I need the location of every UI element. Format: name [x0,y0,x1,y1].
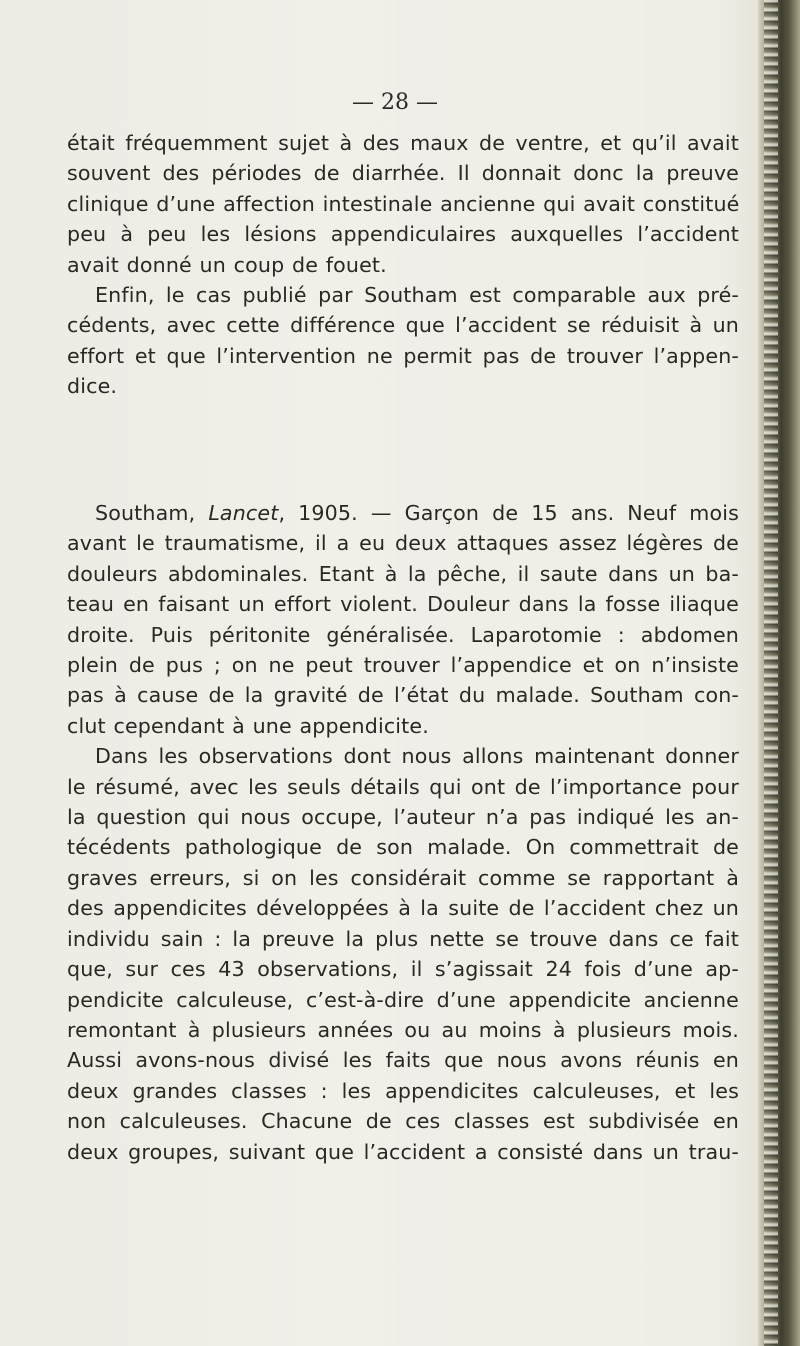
text-line: pendicite calculeuse, c’est-à-dire d’une appendicite ancienne [67,987,739,1012]
text-line: Dans les observations dont nous allons maintenant donner [95,744,739,769]
text-line: deux grandes classes : les appendicites calculeuses, et les [67,1078,739,1103]
text-line: le résumé, avec les seuls détails qui ont de l’importance pour [67,774,739,799]
paragraph-4 [67,741,739,1167]
text-line: remontant à plusieurs années ou au moins à plusieurs mois. [67,1017,739,1042]
case-journal: Lancet [208,501,279,525]
case-heading-line [67,498,739,528]
text-line: avant le traumatisme, il a eu deux attaques assez légères de [67,531,739,556]
text-line: Aussi avons-nous divisé les faits que nous avons réunis en [67,1048,739,1073]
case-summary-start: , 1905. — Garçon de 15 ans. Neuf mois [278,501,739,525]
text-line: individu sain : la preuve la plus nette se trouve dans ce fait [67,926,739,951]
case-author: Southam, [95,501,196,525]
text-line: graves erreurs, si on les considérait comme se rapportant à [67,865,739,890]
case-observation-paragraph [67,498,739,741]
paragraph-2 [67,280,739,402]
text-line: la question qui nous occupe, l’auteur n’a pas indiqué les an- [67,805,739,830]
text-line: douleurs abdominales. Etant à la pêche, il saute dans un ba- [67,561,739,586]
text-line: était fréquemment sujet à des maux de ventre, et qu’il avait [67,131,739,155]
text-line: cédents, avec cette différence que l’accident se réduisit à un [67,313,739,338]
text-line: clinique d’une affection intestinale ancienne qui avait constitué [67,191,740,216]
text-line: teau en faisant un effort violent. Douleur dans la fosse iliaque [67,592,739,617]
text-line: pas à cause de la gravité de l’état du malade. Southam con- [67,683,739,708]
page-number: — 28 — [352,90,438,115]
text-line: que, sur ces 43 observations, il s’agissait 24 fois d’une ap- [67,957,739,982]
text-line: clut cependant à une appendicite. [67,713,429,738]
text-line: droite. Puis péritonite généralisée. Laparotomie : abdomen [67,622,739,647]
text-block-upper [67,128,739,402]
text-line: deux groupes, suivant que l’accident a consisté dans un trau- [67,1139,739,1164]
text-line: peu à peu les lésions appendiculaires auxquelles l’accident [67,222,739,247]
text-line: effort et que l’intervention ne permit pas de trouver l’appen- [67,343,739,368]
paragraph-1 [67,128,739,280]
text-line: avait donné un coup de fouet. [67,252,387,277]
text-line: dice. [67,374,118,399]
text-line: Enfin, le cas publié par Southam est comparable aux pré- [95,283,739,308]
text-line: técédents pathologique de son malade. On commettrait de [67,835,739,860]
book-binding-edge [758,0,800,1346]
text-line: des appendicites développées à la suite de l’accident chez un [67,896,739,921]
text-line: souvent des périodes de diarrhée. Il donnait donc la preuve [67,161,739,186]
text-block-lower [67,498,739,1167]
text-line: plein de pus ; on ne peut trouver l’appendice et on n’insiste [67,653,739,678]
text-line: non calculeuses. Chacune de ces classes est subdivisée en [67,1109,739,1134]
